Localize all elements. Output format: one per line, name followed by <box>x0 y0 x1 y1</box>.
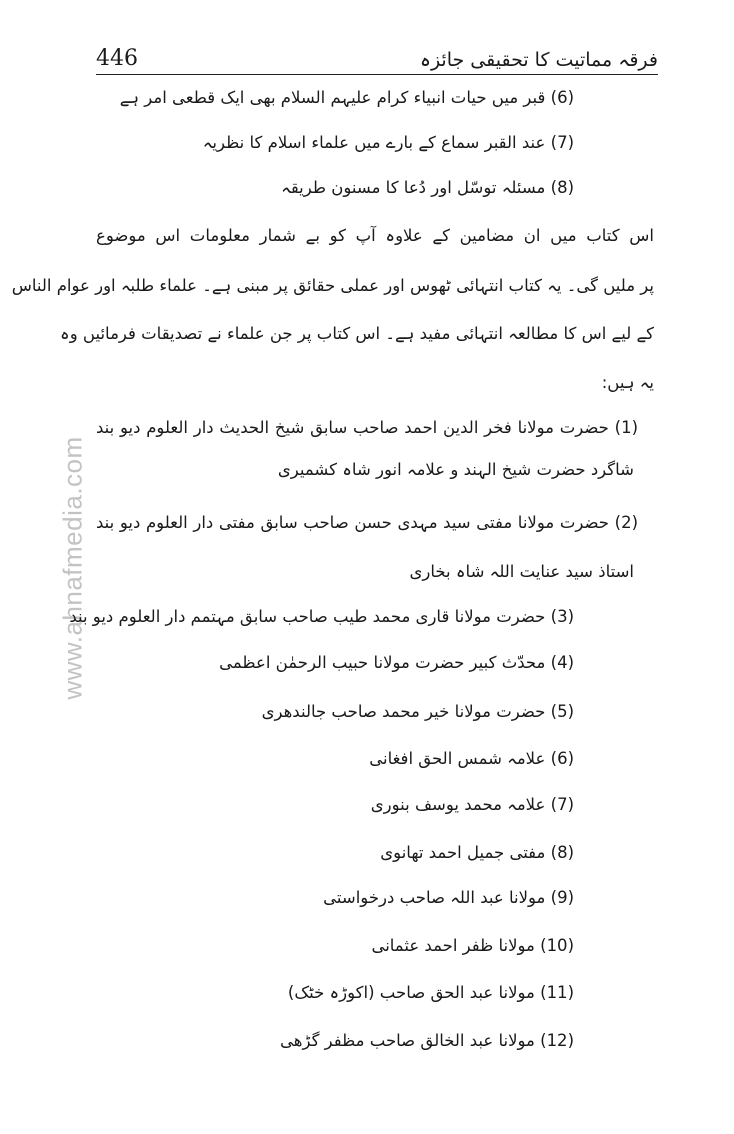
paragraph-line: کے لیے اس کا مطالعہ انتہائی مفید ہے۔ اس کتاب پر جن علماء نے تصدیقات فرمائیں وہ <box>60 324 654 343</box>
paragraph-line: یہ ہیں: <box>601 373 654 392</box>
endorser-line: (11) مولانا عبد الحق صاحب (اکوڑہ خٹک) <box>287 983 574 1002</box>
endorser-line: (10) مولانا ظفر احمد عثمانی <box>371 936 574 955</box>
endorser-line: (3) حضرت مولانا قاری محمد طیب صاحب سابق مہتمم دار العلوم دیو بند <box>69 607 574 626</box>
topic-line: (8) مسئلہ توسّل اور دُعا کا مسنون طریقہ <box>281 178 574 197</box>
endorser-continuation: استاذ سید عنایت اللہ شاہ بخاری <box>409 562 634 581</box>
endorser-line: (8) مفتی جمیل احمد تھانوی <box>380 843 574 862</box>
endorser-line: (7) علامہ محمد یوسف بنوری <box>370 795 574 814</box>
endorser-line: (6) علامہ شمس الحق افغانی <box>369 749 574 768</box>
page-number: 446 <box>96 46 138 71</box>
watermark: www.ahnafmedia.com <box>57 436 88 700</box>
endorser-line: (4) محدّث کبیر حضرت مولانا حبیب الرحمٰن اعظمی <box>219 653 574 672</box>
page-header <box>96 34 658 70</box>
header-rule <box>96 74 658 75</box>
endorser-line: (9) مولانا عبد اللہ صاحب درخواستی <box>323 888 574 907</box>
paragraph-line: پر ملیں گی۔ یہ کتاب انتہائی ٹھوس اور عملی حقائق پر مبنی ہے۔ علماء طلبہ اور عوام الناس <box>11 276 654 295</box>
running-head-title: فرقہ مماتیت کا تحقیقی جائزہ <box>419 49 658 71</box>
paragraph-line: اس کتاب میں ان مضامین کے علاوہ آپ کو بے شمار معلومات اس موضوع <box>96 226 654 245</box>
topic-line: (7) عند القبر سماع کے بارے میں علماء اسلام کا نظریہ <box>202 133 574 152</box>
endorser-line: (5) حضرت مولانا خیر محمد صاحب جالندھری <box>261 702 574 721</box>
endorser-line: (2) حضرت مولانا مفتی سید مہدی حسن صاحب سابق مفتی دار العلوم دیو بند <box>96 513 638 532</box>
topic-line: (6) قبر میں حیات انبیاء کرام علیہم السلام بھی ایک قطعی امر ہے <box>119 88 574 107</box>
endorser-line: (12) مولانا عبد الخالق صاحب مظفر گڑھی <box>280 1031 574 1050</box>
endorser-continuation: شاگرد حضرت شیخ الہند و علامہ انور شاہ کشمیری <box>277 460 634 479</box>
endorser-line: (1) حضرت مولانا فخر الدین احمد صاحب سابق شیخ الحدیث دار العلوم دیو بند <box>96 418 638 437</box>
